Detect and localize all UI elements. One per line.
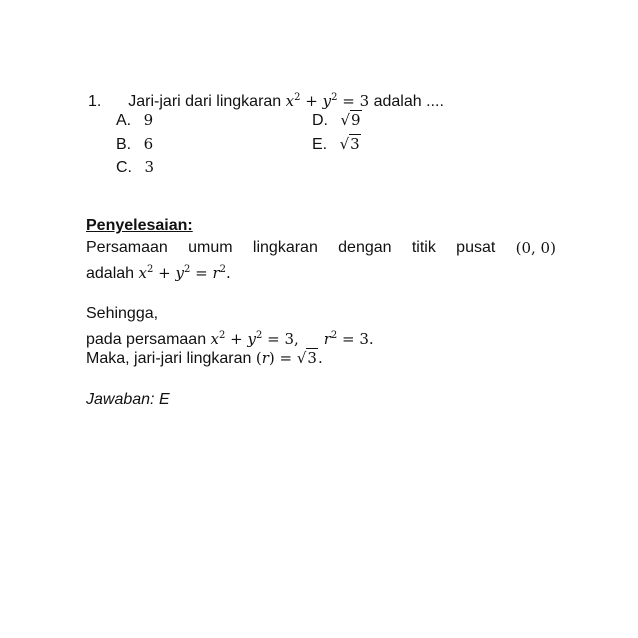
answer-line: Jawaban: E	[86, 391, 170, 408]
word-6: pusat	[456, 239, 496, 256]
general-equation: $x^2 + y^2 = r^2$.	[138, 264, 231, 282]
option-e-value: √3	[339, 135, 360, 153]
option-e	[312, 134, 361, 155]
option-a	[116, 110, 153, 131]
line-5-text: Maka, jari-jari lingkaran	[86, 350, 252, 367]
option-b-label: B.	[116, 136, 132, 153]
option-c-label: C.	[116, 159, 132, 176]
option-b-value: 6	[143, 135, 154, 153]
question-text-end: adalah ....	[373, 93, 444, 110]
given-equation: $x^2 + y^2 = 3$,	[210, 330, 299, 348]
line-2-text: adalah	[86, 265, 135, 282]
solution-line-1	[86, 238, 556, 258]
word-5: titik	[411, 239, 436, 256]
option-d-label: D.	[312, 112, 328, 129]
question-number: 1.	[88, 93, 102, 110]
center-point: (0, 0)	[515, 239, 556, 257]
word-2: umum	[188, 239, 233, 256]
option-c	[116, 157, 154, 178]
solution-line-2	[86, 260, 231, 284]
question-line	[88, 88, 444, 112]
line-4-text: pada persamaan	[86, 331, 207, 348]
question-text: Jari-jari dari lingkaran	[128, 93, 282, 110]
solution-line-3: Sehingga,	[86, 305, 159, 322]
r-squared-equation: $r^2 = 3$.	[323, 330, 374, 348]
radius-result: (r) = √3.	[255, 349, 323, 367]
option-d	[312, 110, 362, 131]
option-a-label: A.	[116, 112, 132, 129]
option-b	[116, 134, 153, 155]
word-1: Persamaan	[86, 239, 168, 256]
word-4: dengan	[338, 239, 392, 256]
solution-heading: Penyelesaian:	[86, 217, 193, 234]
option-d-value: √9	[340, 111, 361, 129]
option-a-value: 9	[143, 111, 154, 129]
option-c-value: 3	[144, 158, 154, 176]
solution-line-4	[86, 326, 374, 350]
question-equation: $x^2 + y^2 = 3$	[285, 92, 370, 110]
option-e-label: E.	[312, 136, 328, 153]
solution-line-5	[86, 348, 323, 369]
word-3: lingkaran	[252, 239, 318, 256]
